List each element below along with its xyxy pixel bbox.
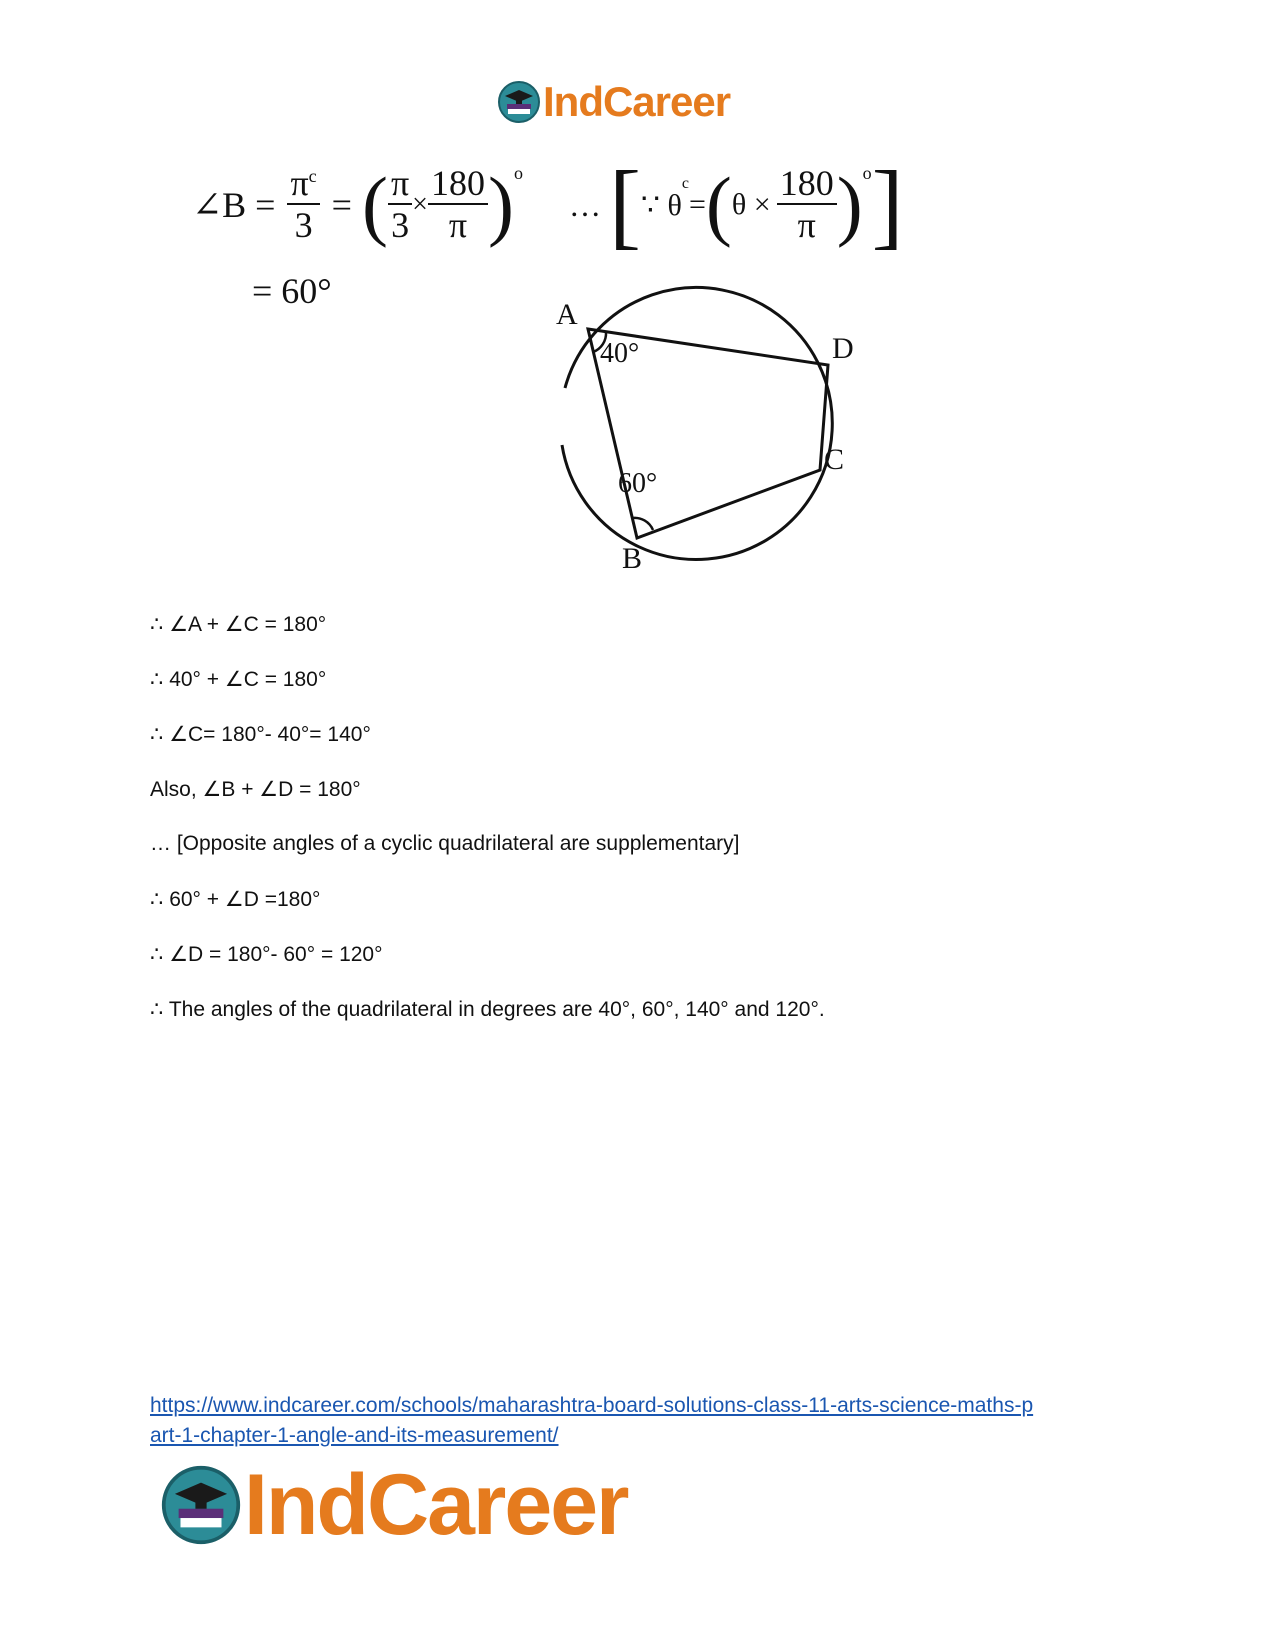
because-theta: ∵ θ — [640, 188, 682, 222]
solution-line-6: ∴ 60° + ∠D =180° — [150, 888, 321, 911]
solution-line-2: ∴ 40° + ∠C = 180° — [150, 668, 327, 691]
vertex-label-b: B — [622, 542, 643, 575]
header-logo-text: IndCareer — [543, 78, 731, 125]
footer-logo-text: IndCareer — [244, 1456, 628, 1553]
vertex-label-c: C — [824, 443, 845, 476]
solution-line-8: ∴ The angles of the quadrilateral in degrees are 40°, 60°, 140° and 120°. — [150, 998, 825, 1021]
source-url-line-2: art-1-chapter-1-angle-and-its-measurement/ — [150, 1424, 559, 1447]
header-logo — [497, 78, 730, 126]
degree-sup: o — [513, 163, 523, 183]
solution-line-3: ∴ ∠C= 180°- 40°= 140° — [150, 723, 371, 746]
vertex-label-d: D — [832, 332, 854, 365]
fraction-pi-over-3: $\frac{\pi}{3}$ — [388, 164, 412, 247]
formula-result: = 60° — [252, 271, 332, 311]
solution-line-1: ∴ ∠A + ∠C = 180° — [150, 613, 327, 636]
footer-logo — [160, 1456, 628, 1553]
solution-line-4: Also, ∠B + ∠D = 180° — [150, 778, 361, 801]
formula-equals: = — [331, 185, 352, 225]
source-url-link[interactable] — [150, 1391, 1033, 1451]
circle-arc — [562, 287, 832, 559]
formula-lhs: ∠B = — [192, 185, 276, 225]
graduation-cap-books-icon — [497, 80, 541, 124]
fraction-180-over-pi: $\frac{180}{\pi}$ — [428, 164, 488, 247]
fraction-180-over-pi-2: $\frac{180}{\pi}$ — [777, 164, 837, 247]
angle-label-b: 60° — [618, 468, 658, 499]
graduation-cap-books-icon — [160, 1464, 242, 1546]
angle-label-a: 40° — [600, 338, 640, 369]
formula-times: × — [412, 189, 428, 220]
source-url-line-1: https://www.indcareer.com/schools/maharashtra-board-solutions-class-11-arts-science-maths-p — [150, 1394, 1034, 1417]
cyclic-quadrilateral-diagram — [540, 262, 860, 580]
solution-line-7: ∴ ∠D = 180°- 60° = 120° — [150, 943, 383, 966]
solution-line-5: … [Opposite angles of a cyclic quadrilateral are supplementary] — [150, 832, 740, 855]
vertex-label-a: A — [556, 298, 578, 331]
formula-line-1: ∠B = $\frac{\pi^c}{3}$ = ( $\frac{\pi}{3}$ × $\frac{180}{\pi}$ ) $^o$ … [ ∵ θ $^c$ = ( θ × $\frac{180}{\pi}$ ) $^o$ ] — [192, 151, 904, 258]
fraction-pi-c-over-3: $\frac{\pi^c}{3}$ — [287, 164, 319, 247]
formula-ellipsis: … — [568, 186, 601, 223]
theta-times: θ × — [731, 188, 771, 221]
